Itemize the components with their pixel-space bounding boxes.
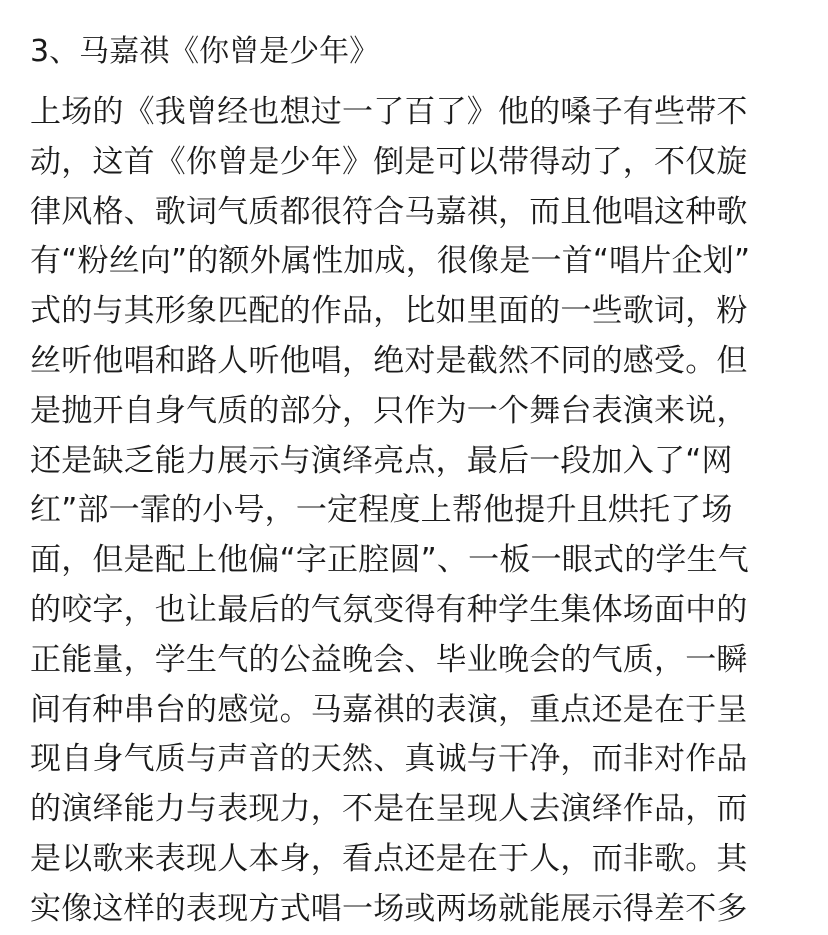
paragraph-line: 有“粉丝向”的额外属性加成，很像是一首“唱片企划” (30, 243, 751, 280)
paragraph-line: 是抛开自身气质的部分，只作为一个舞台表演来说， (30, 392, 748, 429)
paragraph-line: 现自身气质与声音的天然、真诚与干净，而非对作品 (30, 741, 748, 778)
paragraph-line: 是以歌来表现人本身，看点还是在于人，而非歌。其 (30, 840, 748, 877)
paragraph-line: 律风格、歌词气质都很符合马嘉祺，而且他唱这种歌 (30, 193, 748, 230)
paragraph-line: 面，但是配上他偏“字正腔圆”、一板一眼式的学生气 (30, 542, 749, 579)
paragraph-line: 还是缺乏能力展示与演绎亮点，最后一段加入了“网 (30, 442, 733, 479)
paragraph-line: 上场的《我曾经也想过一了百了》他的嗓子有些带不 (30, 94, 748, 130)
paragraph-line: 丝听他唱和路人听他唱，绝对是截然不同的感受。但 (30, 342, 748, 379)
paragraph-line: 式的与其形象匹配的作品，比如里面的一些歌词，粉 (30, 293, 748, 330)
paragraph-line: 红”部一霏的小号，一定程度上帮他提升且烘托了场 (30, 492, 733, 529)
paragraph-line: 间有种串台的感觉。马嘉祺的表演，重点还是在于呈 (30, 691, 748, 728)
paragraph-line: 的咬字，也让最后的气氛变得有种学生集体场面中的 (30, 591, 748, 628)
paragraph-line: 动，这首《你曾是少年》倒是可以带得动了，不仅旋 (30, 143, 748, 180)
article (30, 26, 800, 935)
section-heading: 3、马嘉祺《你曾是少年》 (30, 34, 380, 69)
paragraph-line: 实像这样的表现方式唱一场或两场就能展示得差不多 (30, 890, 748, 927)
paragraph-line: 正能量，学生气的公益晚会、毕业晚会的气质，一瞬 (30, 641, 748, 678)
paragraph-line: 的演绎能力与表现力，不是在呈现人去演绎作品，而 (30, 791, 748, 828)
paragraph (30, 88, 800, 935)
